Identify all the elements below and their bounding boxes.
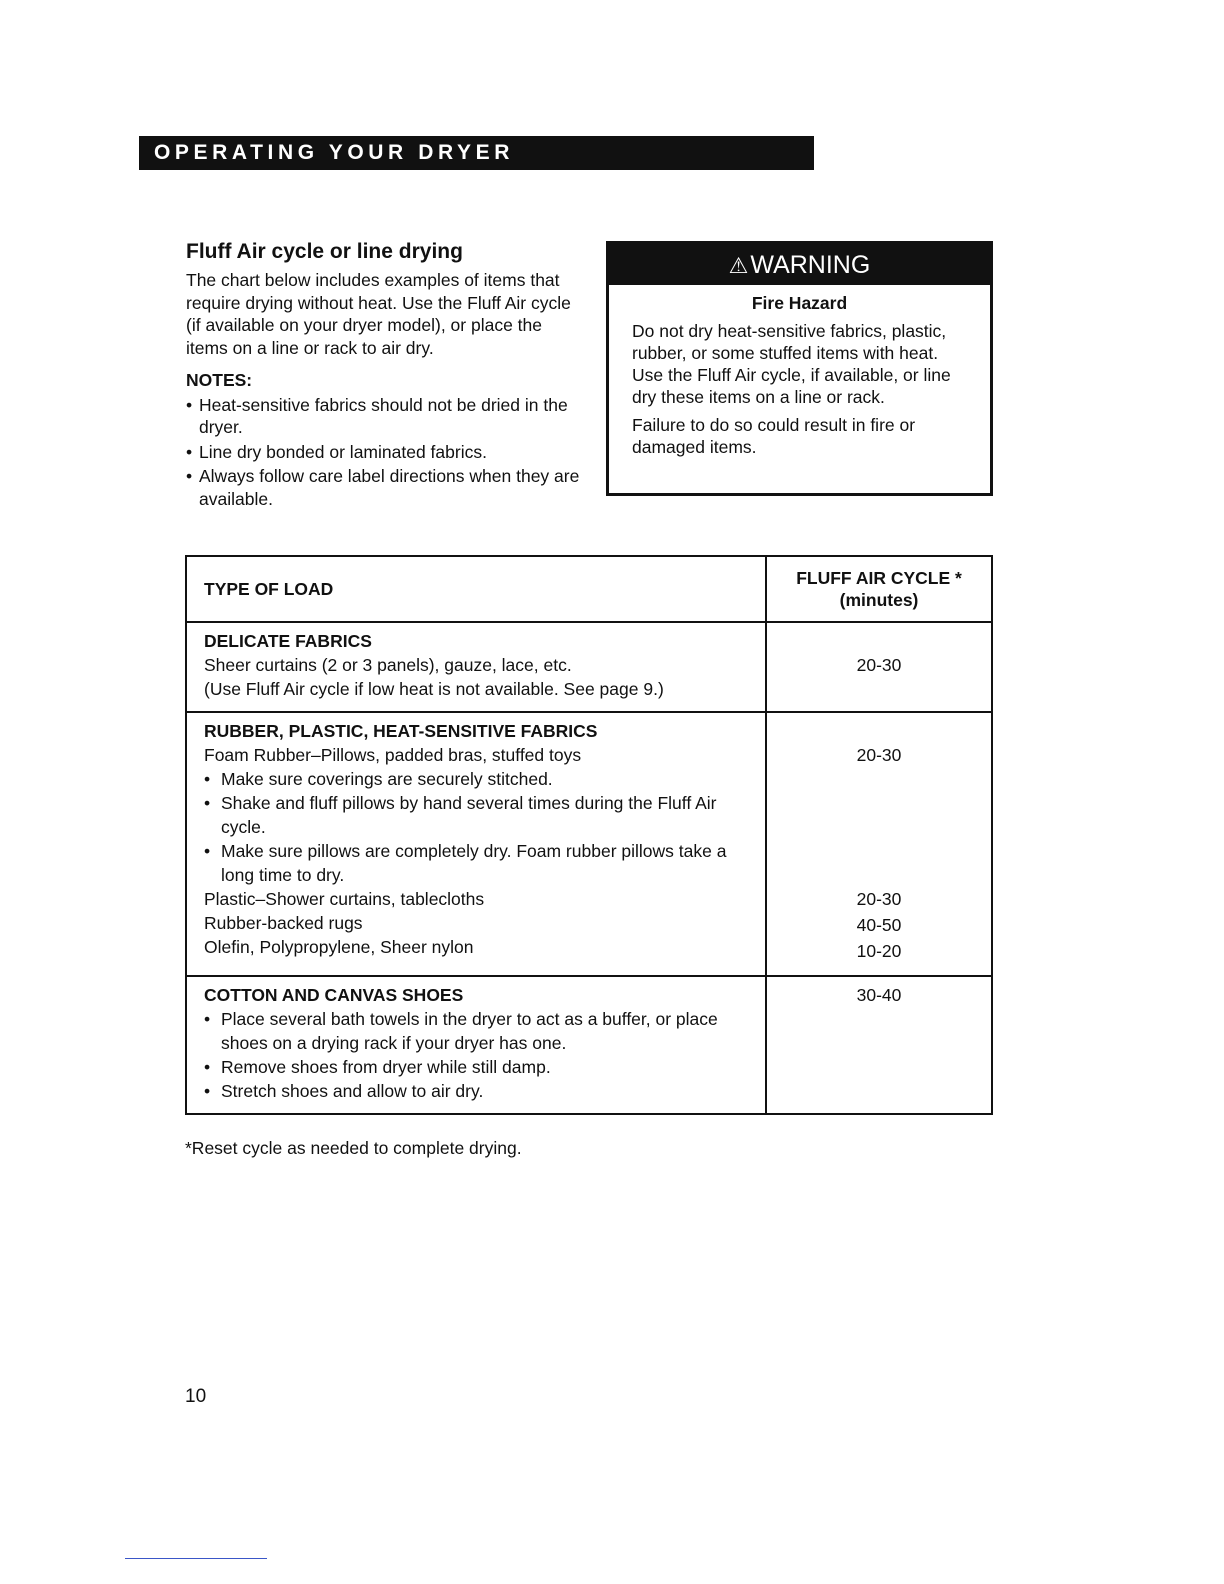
load-heading: COTTON AND CANVAS SHOES [204, 985, 464, 1005]
list-item: • Make sure coverings are securely stitched. [204, 769, 553, 789]
bullet-icon: • [204, 793, 211, 813]
drying-chart-table [185, 555, 993, 1115]
list-item: • Shake and fluff pillows by hand several times during the Fluff Air cycle. [204, 793, 717, 837]
load-heading: DELICATE FABRICS [204, 631, 372, 651]
bullet-icon: • [204, 841, 211, 861]
table-row [186, 622, 992, 712]
load-description [186, 976, 766, 1114]
warning-box [606, 241, 993, 496]
notes-list [186, 394, 586, 511]
column-header-time: FLUFF AIR CYCLE * (minutes) [766, 556, 992, 622]
warning-subtitle: Fire Hazard [751, 293, 848, 313]
column-header-type: TYPE OF LOAD [186, 556, 766, 622]
footnote: *Reset cycle as needed to complete drying. [185, 1138, 522, 1158]
intro-paragraph: The chart below includes examples of items that require drying without heat. Use the Fluff Air cycle (if available on your dryer model), or place the items on a line or rack to air dry. [186, 270, 571, 358]
bullet-icon: • [204, 769, 211, 789]
section-title: OPERATING YOUR DRYER [154, 141, 514, 164]
intro-heading: Fluff Air cycle or line drying [186, 240, 463, 263]
notes-title: NOTES: [186, 370, 253, 390]
bullet-icon: • [186, 466, 193, 486]
load-time: 20-30 [766, 622, 992, 712]
warning-title: WARNING [750, 251, 871, 279]
warning-consequence: Failure to do so could result in fire or damaged items. [632, 415, 916, 457]
table-row [186, 976, 992, 1114]
bullet-icon: • [186, 441, 193, 462]
load-description: DELICATE FABRICS Sheer curtains (2 or 3 panels), gauze, lace, etc. (Use Fluff Air cycle if low heat is not available. See page 9.) [186, 622, 766, 712]
intro-section [186, 239, 586, 512]
table-header-row [186, 556, 992, 622]
load-heading: RUBBER, PLASTIC, HEAT-SENSITIVE FABRICS [204, 721, 598, 741]
warning-title-bar [608, 243, 991, 285]
load-time: 30-40 [766, 976, 992, 1114]
note-item: • Heat-sensitive fabrics should not be dried in the dryer. [186, 394, 568, 437]
note-item: • Always follow care label directions when they are available. [186, 466, 580, 509]
load-time: 20-30 20-30 40-50 10-20 [766, 712, 992, 976]
footer-divider [125, 1558, 267, 1559]
bullet-icon: • [204, 1057, 211, 1077]
load-description: RUBBER, PLASTIC, HEAT-SENSITIVE FABRICS Foam Rubber–Pillows, padded bras, stuffed toys • Make sure coverings are securely stitched. • Shake and fluff pillows by hand several times during the Fluff Air cycle. • Make sure pillows are completely dry. Foam rubber pillows take a long time to dry. Plastic–Shower curtains, tablecloths Rubber-backed rugs Olefin, Polypropylene, Sheer nylon [186, 712, 766, 976]
bullet-icon: • [186, 394, 193, 415]
section-header [139, 136, 814, 170]
list-item: • Remove shoes from dryer while still damp. [204, 1057, 551, 1077]
note-item: • Line dry bonded or laminated fabrics. [186, 441, 487, 462]
page-number: 10 [185, 1386, 207, 1407]
bullet-icon: • [204, 1081, 211, 1101]
list-item: • Make sure pillows are completely dry. Foam rubber pillows take a long time to dry. [204, 841, 727, 885]
warning-triangle-icon: ⚠ [728, 253, 749, 278]
list-item: • Place several bath towels in the dryer to act as a buffer, or place shoes on a drying rack if your dryer has one. [204, 1009, 718, 1053]
bullet-icon: • [204, 1009, 211, 1029]
table-row [186, 712, 992, 976]
list-item: • Stretch shoes and allow to air dry. [204, 1081, 484, 1101]
warning-body [609, 320, 990, 458]
warning-text: Do not dry heat-sensitive fabrics, plastic, rubber, or some stuffed items with heat. Use the Fluff Air cycle, if available, or line dry these items on a line or rack. [632, 321, 951, 407]
